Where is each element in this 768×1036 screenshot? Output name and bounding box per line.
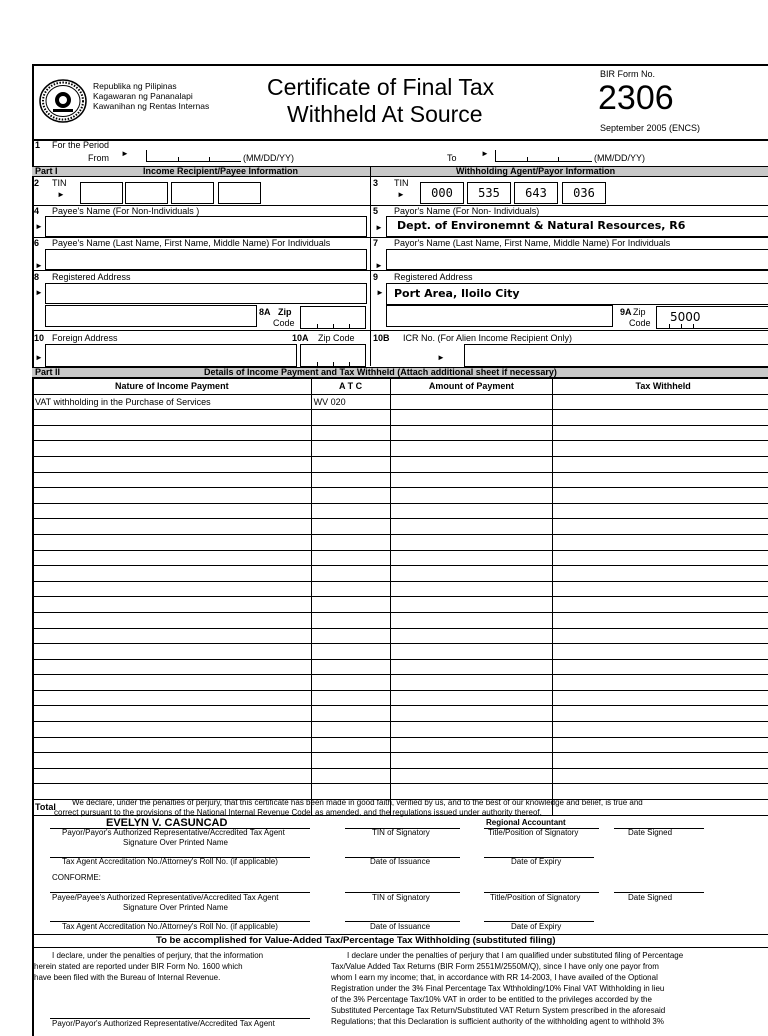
- agency-line-1: Republika ng Pilipinas: [93, 81, 177, 91]
- tax-withheld-cell[interactable]: [553, 722, 768, 738]
- amount-cell[interactable]: [390, 581, 553, 597]
- substituted-right-line-1: I declare under the penalties of perjury that I am qualified under substituted filing of Percentage: [347, 951, 683, 962]
- arrow-icon: ►: [375, 223, 383, 232]
- atc-cell[interactable]: [311, 644, 390, 660]
- table-row: [33, 550, 768, 566]
- nature-cell[interactable]: [33, 722, 312, 738]
- nature-cell[interactable]: [33, 488, 312, 504]
- item-10-number: 10: [34, 333, 44, 343]
- agency-line-3: Kawanihan ng Rentas Internas: [93, 101, 209, 111]
- amount-cell[interactable]: [390, 410, 553, 426]
- table-row: [33, 410, 768, 426]
- atc-cell[interactable]: [311, 659, 390, 675]
- payor-tin-signatory-label: TIN of Signatory: [372, 828, 430, 838]
- payor-name-value: Dept. of Environemnt & Natural Resources, R6: [397, 219, 685, 232]
- column-header-tax-withheld: Tax Withheld: [553, 379, 768, 395]
- tax-withheld-cell[interactable]: [553, 628, 768, 644]
- atc-cell[interactable]: [311, 753, 390, 769]
- from-date-format: (MM/DD/YY): [243, 153, 294, 163]
- table-row: [33, 472, 768, 488]
- substituted-signature-label: Payor/Payor's Authorized Representative/Accredited Tax Agent: [52, 1019, 275, 1030]
- tax-withheld-cell[interactable]: [553, 581, 768, 597]
- atc-cell[interactable]: [311, 410, 390, 426]
- nature-cell[interactable]: [33, 706, 312, 722]
- part-2-details-header: Details of Income Payment and Tax Withheld (Attach additional sheet if necessary): [204, 367, 557, 377]
- nature-cell[interactable]: [33, 675, 312, 691]
- payee-accreditation-label: Tax Agent Accreditation No./Attorney's Roll No. (if applicable): [62, 922, 278, 932]
- atc-cell[interactable]: [311, 503, 390, 519]
- amount-cell[interactable]: [390, 768, 553, 784]
- atc-cell[interactable]: [311, 488, 390, 504]
- item-8-number: 8: [34, 272, 39, 282]
- arrow-icon: ►: [481, 149, 489, 158]
- amount-cell[interactable]: [390, 628, 553, 644]
- substituted-right-line-4: Registration under the 3% Final Percentage Tax Wthholding/10% Final VAT Withholding in lieu: [331, 984, 664, 995]
- arrow-icon: ►: [121, 149, 129, 158]
- arrow-icon: ►: [57, 190, 65, 199]
- item-10a-number: 10A: [292, 333, 309, 343]
- item-4-label: Payee's Name (For Non-Individuals ): [52, 206, 199, 216]
- amount-cell[interactable]: [390, 706, 553, 722]
- nature-cell[interactable]: [33, 644, 312, 660]
- amount-cell[interactable]: [390, 644, 553, 660]
- table-row: [33, 441, 768, 457]
- table-row: [33, 519, 768, 535]
- part-2-title: Part II: [35, 367, 60, 377]
- tax-withheld-cell[interactable]: [553, 644, 768, 660]
- form-number: 2306: [598, 80, 674, 116]
- nature-cell[interactable]: [33, 753, 312, 769]
- arrow-icon: ►: [375, 261, 383, 270]
- tax-withheld-cell[interactable]: [553, 690, 768, 706]
- amount-cell[interactable]: [390, 534, 553, 550]
- payor-date-signed-label: Date Signed: [628, 828, 672, 838]
- arrow-icon: ►: [376, 288, 384, 297]
- table-row: [33, 659, 768, 675]
- tax-withheld-cell[interactable]: [553, 675, 768, 691]
- amount-cell[interactable]: [390, 722, 553, 738]
- item-2-label: TIN: [52, 178, 67, 188]
- nature-cell[interactable]: [33, 581, 312, 597]
- item-8a-zip-label: Zip: [278, 307, 292, 317]
- payee-date-signed-label: Date Signed: [628, 893, 672, 903]
- nature-cell[interactable]: [33, 737, 312, 753]
- atc-cell[interactable]: [311, 566, 390, 582]
- item-10a-label: Zip Code: [318, 333, 355, 343]
- column-header-amount: Amount of Payment: [390, 379, 553, 395]
- substituted-right-line-7: Regulations; that this Declaration is sufficient authority of the withholding agent to withhold 3%: [331, 1017, 664, 1028]
- payee-title-position-label: Title/Position of Signatory: [490, 893, 580, 903]
- bir-seal-icon: [38, 78, 88, 124]
- amount-cell[interactable]: [390, 394, 553, 410]
- nature-cell[interactable]: [33, 628, 312, 644]
- payee-tin-segment-2[interactable]: [125, 182, 168, 204]
- atc-cell[interactable]: [311, 612, 390, 628]
- table-header-row: [33, 379, 768, 395]
- payee-date-issuance-label: Date of Issuance: [370, 922, 430, 932]
- item-3-number: 3: [373, 178, 378, 188]
- nature-cell[interactable]: VAT withholding in the Purchase of Services: [33, 394, 312, 410]
- atc-cell[interactable]: [311, 550, 390, 566]
- form-title-line-2: Withheld At Source: [287, 101, 483, 127]
- signatory-title: Regional Accountant: [486, 818, 566, 828]
- tax-withheld-cell[interactable]: [553, 737, 768, 753]
- arrow-icon: ►: [35, 288, 43, 297]
- nature-cell[interactable]: [33, 410, 312, 426]
- payee-tin-segment-4[interactable]: [218, 182, 261, 204]
- item-8-label: Registered Address: [52, 272, 131, 282]
- substituted-right-line-6: Substituted Percentage Tax Return/Substituted VAT Return System prescribed in the aforesaid: [331, 1006, 665, 1017]
- item-3-label: TIN: [394, 178, 409, 188]
- atc-cell[interactable]: [311, 441, 390, 457]
- tax-withheld-cell[interactable]: [553, 425, 768, 441]
- period-to-date-field[interactable]: [495, 150, 592, 162]
- payor-signature-label-2: Signature Over Printed Name: [123, 838, 228, 848]
- item-8a-code-label: Code: [273, 318, 295, 328]
- table-row: [33, 394, 768, 410]
- arrow-icon: ►: [437, 353, 445, 362]
- atc-cell[interactable]: [311, 675, 390, 691]
- atc-cell[interactable]: WV 020: [311, 394, 390, 410]
- payor-address-line-2-field[interactable]: [386, 305, 613, 327]
- nature-cell[interactable]: [33, 550, 312, 566]
- substituted-left-line-2: herein stated are reported under BIR Form No. 1600 which: [34, 962, 243, 973]
- recipient-header: Income Recipient/Payee Information: [143, 166, 298, 176]
- item-5-label: Payor's Name (For Non- Individuals): [394, 206, 539, 216]
- row-divider: [32, 330, 768, 331]
- item-10b-label: ICR No. (For Alien Income Recipient Only): [403, 333, 572, 343]
- tax-withheld-cell[interactable]: [553, 768, 768, 784]
- payor-date-expiry-label: Date of Expiry: [511, 857, 561, 867]
- table-row: [33, 690, 768, 706]
- agency-line-2: Kagawaran ng Pananalapi: [93, 91, 193, 101]
- payor-zip-value: 5000: [670, 310, 701, 324]
- amount-cell[interactable]: [390, 737, 553, 753]
- item-9a-number: 9A: [620, 307, 632, 317]
- arrow-icon: ►: [35, 353, 43, 362]
- payor-tin-segment-3[interactable]: 643: [514, 182, 558, 204]
- amount-cell[interactable]: [390, 472, 553, 488]
- payee-address-field[interactable]: [45, 283, 367, 304]
- atc-cell[interactable]: [311, 519, 390, 535]
- from-label: From: [88, 153, 109, 163]
- amount-cell[interactable]: [390, 503, 553, 519]
- table-row: [33, 706, 768, 722]
- payee-name-nonindividual-field[interactable]: [45, 216, 367, 237]
- atc-cell[interactable]: [311, 456, 390, 472]
- payor-tin-segment-1[interactable]: 000: [420, 182, 464, 204]
- nature-cell[interactable]: [33, 597, 312, 613]
- tax-withheld-cell[interactable]: [553, 612, 768, 628]
- substituted-header: To be accomplished for Value-Added Tax/Percentage Tax Withholding (substituted filing): [156, 936, 555, 946]
- item-7-number: 7: [373, 238, 378, 248]
- payee-signature-label-2: Signature Over Printed Name: [123, 903, 228, 913]
- agent-header: Withholding Agent/Payor Information: [456, 166, 615, 176]
- amount-cell[interactable]: [390, 659, 553, 675]
- item-7-label: Payor's Name (Last Name, First Name, Middle Name) For Individuals: [394, 238, 670, 248]
- substituted-right-line-2: Tax/Value Added Tax Returns (BIR Form 2551M/2550M/Q), since I have only one payor from: [331, 962, 659, 973]
- atc-cell[interactable]: [311, 768, 390, 784]
- amount-cell[interactable]: [390, 566, 553, 582]
- nature-cell[interactable]: [33, 519, 312, 535]
- tax-withheld-cell[interactable]: [553, 410, 768, 426]
- payor-address-value: Port Area, Iloilo City: [394, 287, 520, 300]
- nature-cell[interactable]: [33, 441, 312, 457]
- form-number-label: BIR Form No.: [600, 69, 655, 79]
- item-9a-code-label: Code: [629, 318, 651, 328]
- item-10-label: Foreign Address: [52, 333, 118, 343]
- nature-cell[interactable]: [33, 768, 312, 784]
- substituted-left-line-3: have been filed with the Bureau of Internal Revenue.: [34, 973, 220, 984]
- atc-cell[interactable]: [311, 581, 390, 597]
- amount-cell[interactable]: [390, 425, 553, 441]
- table-row: [33, 597, 768, 613]
- item-2-number: 2: [34, 178, 39, 188]
- table-row: [33, 612, 768, 628]
- nature-cell[interactable]: [33, 425, 312, 441]
- payor-tin-segment-2[interactable]: 535: [467, 182, 511, 204]
- item-6-number: 6: [34, 238, 39, 248]
- tax-withheld-cell[interactable]: [553, 534, 768, 550]
- declaration-line-2: correct pursuant to the provisions of the National Internal Revenue Code, as amended, and the regulations issued under authority thereof.: [54, 808, 542, 818]
- atc-cell[interactable]: [311, 597, 390, 613]
- arrow-icon: ►: [397, 190, 405, 199]
- item-6-label: Payee's Name (Last Name, First Name, Middle Name) For Individuals: [52, 238, 330, 248]
- table-row: [33, 503, 768, 519]
- item-1-number: 1: [35, 140, 40, 150]
- header-separator: [32, 139, 768, 141]
- foreign-zip-field[interactable]: [300, 344, 366, 367]
- payor-name-individual-field[interactable]: [386, 249, 768, 270]
- amount-cell[interactable]: [390, 550, 553, 566]
- payor-signature-label-1: Payor/Payor's Authorized Representative/Accredited Tax Agent: [62, 828, 285, 838]
- tax-withheld-cell[interactable]: [553, 503, 768, 519]
- table-row: [33, 581, 768, 597]
- item-10b-number: 10B: [373, 333, 390, 343]
- atc-cell[interactable]: [311, 737, 390, 753]
- table-row: [33, 737, 768, 753]
- payee-tin-segment-1[interactable]: [80, 182, 123, 204]
- arrow-icon: ►: [35, 222, 43, 231]
- item-8a-number: 8A: [259, 307, 271, 317]
- substituted-right-line-3: whom I earn my income; that, in accordance with RR 14-2003, I have availed of the Optional: [331, 973, 658, 984]
- amount-cell[interactable]: [390, 519, 553, 535]
- nature-cell[interactable]: [33, 612, 312, 628]
- payor-title-position-label: Title/Position of Signatory: [488, 828, 578, 838]
- tax-withheld-cell[interactable]: [553, 488, 768, 504]
- payee-name-individual-field[interactable]: [45, 249, 367, 270]
- tax-withheld-cell[interactable]: [553, 472, 768, 488]
- atc-cell[interactable]: [311, 690, 390, 706]
- table-row: [33, 768, 768, 784]
- amount-cell[interactable]: [390, 612, 553, 628]
- tax-withheld-cell[interactable]: [553, 706, 768, 722]
- item-4-number: 4: [34, 206, 39, 216]
- substituted-left-line-1: I declare, under the penalties of perjury, that the information: [52, 951, 263, 962]
- table-row: [33, 644, 768, 660]
- column-header-nature: Nature of Income Payment: [33, 379, 312, 395]
- tax-withheld-cell[interactable]: [553, 566, 768, 582]
- tax-withheld-cell[interactable]: [553, 456, 768, 472]
- payor-accreditation-label: Tax Agent Accreditation No./Attorney's Roll No. (if applicable): [62, 857, 278, 867]
- table-row: [33, 456, 768, 472]
- atc-cell[interactable]: [311, 534, 390, 550]
- nature-cell[interactable]: [33, 690, 312, 706]
- payee-date-expiry-label: Date of Expiry: [511, 922, 561, 932]
- period-from-date-field[interactable]: [146, 150, 241, 162]
- conforme-label: CONFORME:: [52, 873, 101, 883]
- amount-cell[interactable]: [390, 753, 553, 769]
- tax-withheld-cell[interactable]: [553, 597, 768, 613]
- table-row: [33, 722, 768, 738]
- nature-cell[interactable]: [33, 534, 312, 550]
- row-divider: [32, 270, 768, 271]
- item-9-label: Registered Address: [394, 272, 473, 282]
- tax-withheld-cell[interactable]: [553, 550, 768, 566]
- nature-cell[interactable]: [33, 566, 312, 582]
- tax-withheld-cell[interactable]: [553, 394, 768, 410]
- table-row: [33, 675, 768, 691]
- item-9-number: 9: [373, 272, 378, 282]
- atc-cell[interactable]: [311, 472, 390, 488]
- nature-cell[interactable]: [33, 503, 312, 519]
- amount-cell[interactable]: [390, 441, 553, 457]
- tax-withheld-cell[interactable]: [553, 441, 768, 457]
- form-title-line-1: Certificate of Final Tax: [267, 74, 494, 100]
- table-row: [33, 628, 768, 644]
- atc-cell[interactable]: [311, 722, 390, 738]
- atc-cell[interactable]: [311, 425, 390, 441]
- nature-cell[interactable]: [33, 659, 312, 675]
- nature-cell[interactable]: [33, 456, 312, 472]
- part-1-title: Part I: [35, 166, 58, 176]
- payee-signature-label-1: Payee/Payee's Authorized Representative/Accredited Tax Agent: [52, 893, 278, 903]
- foreign-address-field[interactable]: [45, 344, 297, 367]
- part-1-divider: [370, 166, 371, 366]
- table-row: [33, 753, 768, 769]
- total-label: Total: [33, 800, 312, 816]
- to-date-format: (MM/DD/YY): [594, 153, 645, 163]
- amount-cell[interactable]: [390, 690, 553, 706]
- atc-cell[interactable]: [311, 706, 390, 722]
- item-9a-zip-label: Zip: [633, 307, 646, 317]
- payee-tin-segment-3[interactable]: [171, 182, 214, 204]
- tax-withheld-cell[interactable]: [553, 519, 768, 535]
- signatory-name: EVELYN V. CASUNCAD: [106, 817, 227, 829]
- declaration-line-1: We declare, under the penalties of perjury, that this certificate has been made in good faith, verified by us, and to the best of our knowledge and belief, is true and: [72, 798, 643, 808]
- amount-cell[interactable]: [390, 488, 553, 504]
- nature-cell[interactable]: [33, 472, 312, 488]
- item-5-number: 5: [373, 206, 378, 216]
- amount-cell[interactable]: [390, 675, 553, 691]
- arrow-icon: ►: [35, 261, 43, 270]
- amount-cell[interactable]: [390, 597, 553, 613]
- income-payment-table: [32, 378, 768, 816]
- payee-zip-field[interactable]: [300, 306, 366, 329]
- payor-date-issuance-label: Date of Issuance: [370, 857, 430, 867]
- payee-tin-signatory-label: TIN of Signatory: [372, 893, 430, 903]
- form-version: September 2005 (ENCS): [600, 123, 700, 133]
- table-row: [33, 425, 768, 441]
- table-row: [33, 534, 768, 550]
- substituted-right-line-5: of the 3% Percentage Tax/10% VAT in order to be entitled to the privileges accorded by the: [331, 995, 652, 1006]
- amount-cell[interactable]: [390, 456, 553, 472]
- column-header-atc: A T C: [311, 379, 390, 395]
- table-row: [33, 488, 768, 504]
- table-row: [33, 566, 768, 582]
- tax-withheld-cell[interactable]: [553, 753, 768, 769]
- payor-tin-segment-4[interactable]: 036: [562, 182, 606, 204]
- payee-address-line-2-field[interactable]: [45, 305, 257, 327]
- atc-cell[interactable]: [311, 628, 390, 644]
- tax-withheld-cell[interactable]: [553, 659, 768, 675]
- substituted-header-underline: [32, 947, 768, 948]
- period-label: For the Period: [52, 140, 109, 150]
- icr-number-field[interactable]: [464, 344, 768, 367]
- to-label: To: [447, 153, 457, 163]
